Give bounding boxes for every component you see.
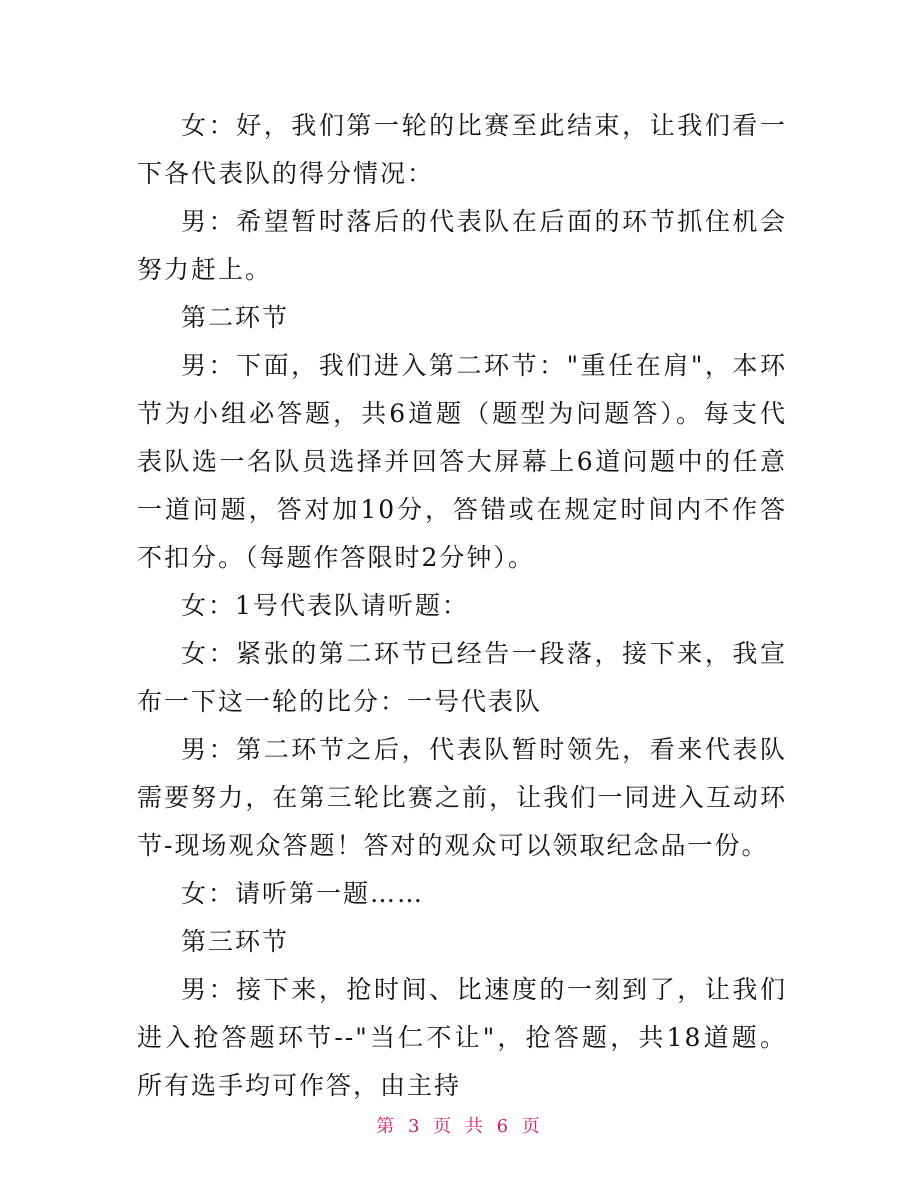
paragraph-female-round-one-end: 女：好，我们第一轮的比赛至此结束，让我们看一下各代表队的得分情况： xyxy=(137,111,787,188)
paragraph-round-two-rules: 男：下面，我们进入第二环节："重任在肩"，本环节为小组必答题，共6道题（题型为问题答）。每支代表队选一名队员选择并回答大屏幕上6道问题中的任意一道问题，答对加10分，答错或在规定时间内不作答不扣分。（每题作答限时2分钟）。 xyxy=(137,351,787,572)
page-footer xyxy=(0,1112,920,1138)
document-body xyxy=(137,102,787,1110)
paragraph-male-encourage: 男：希望暂时落后的代表队在后面的环节抓住机会努力赶上。 xyxy=(137,207,787,284)
paragraph-round-three-rules: 男：接下来，抢时间、比速度的一刻到了，让我们进入抢答题环节--"当仁不让"，抢答题，共18道题。所有选手均可作答，由主持 xyxy=(137,975,787,1100)
page-number-label: 第 3 页 共 6 页 xyxy=(376,1116,544,1137)
section-heading-round-two: 第二环节 xyxy=(181,303,290,332)
paragraph-round-two-score: 女：紧张的第二环节已经告一段落，接下来，我宣布一下这一轮的比分：一号代表队 xyxy=(137,639,787,716)
section-heading-round-three: 第三环节 xyxy=(181,927,290,956)
paragraph-team-one-question: 女：1号代表队请听题： xyxy=(181,591,469,620)
paragraph-first-question: 女：请听第一题…… xyxy=(181,879,425,908)
paragraph-audience-interaction: 男：第二环节之后，代表队暂时领先，看来代表队需要努力，在第三轮比赛之前，让我们一同进入互动环节-现场观众答题！答对的观众可以领取纪念品一份。 xyxy=(137,735,787,860)
